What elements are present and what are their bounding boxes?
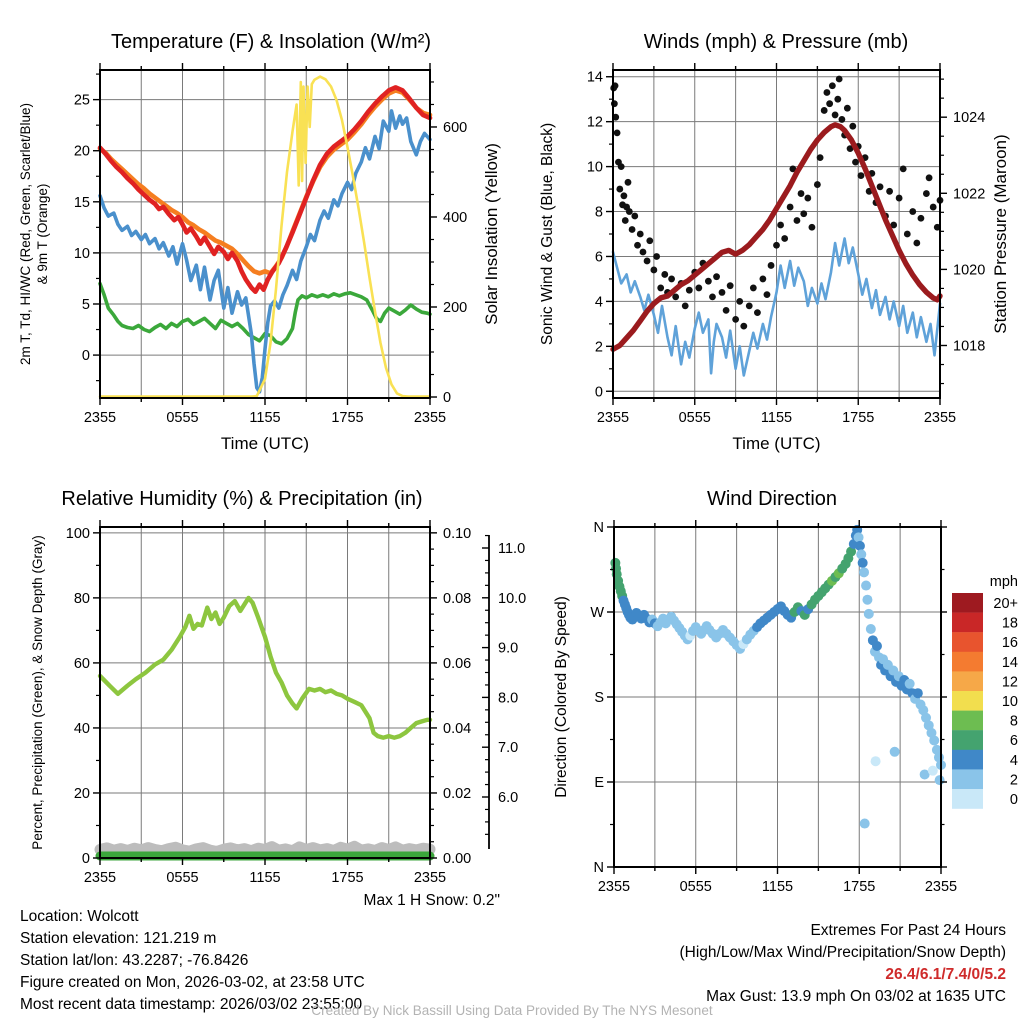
gust-dot: [637, 231, 644, 238]
y-tick-label: 4: [594, 294, 603, 311]
gust-dot: [625, 179, 632, 186]
gust-dot: [713, 273, 720, 280]
gust-dot: [759, 276, 766, 283]
colorbar-label: 10: [1001, 694, 1018, 710]
gust-dot: [777, 222, 784, 229]
gust-dot: [661, 271, 668, 278]
gust-dot: [631, 213, 638, 220]
x-tick-label: 1755: [331, 410, 364, 426]
station-location: Location: Wolcott: [20, 908, 139, 925]
gust-dot: [839, 116, 846, 123]
x-tick-label: 0555: [166, 410, 199, 426]
y-tick-label: 0.10: [443, 525, 472, 542]
gust-dot: [682, 302, 689, 309]
y-tick-label: 20: [73, 143, 90, 160]
x-tick-label: 1155: [761, 879, 794, 895]
series-wind-direction: [610, 525, 946, 829]
gust-dot: [723, 307, 730, 314]
wind-direction-dot: [935, 775, 945, 785]
y-axis-label-right: Solar Insolation (Yellow): [482, 143, 501, 325]
gust-dot: [836, 76, 843, 83]
gust-dot: [918, 215, 925, 222]
y-tick-label: 40: [73, 720, 90, 737]
gust-dot: [626, 208, 633, 215]
y-tick-label: 0.08: [443, 590, 472, 607]
colorbar-swatch: [952, 711, 983, 731]
gust-dot: [750, 285, 757, 292]
y-axis-label-left: & 9m T (Orange): [35, 183, 50, 285]
gust-dot: [740, 323, 747, 330]
wind-direction-dot: [855, 541, 865, 551]
colorbar-label: 4: [1009, 752, 1018, 769]
gust-dot: [809, 224, 816, 231]
x-tick-label: 0555: [678, 410, 711, 426]
figure-created: Figure created on Mon, 2026-03-02, at 23:58 UTC: [20, 974, 365, 991]
chart-rh-precip: [30, 488, 526, 886]
gust-dot: [834, 96, 841, 103]
colorbar-title: mph: [989, 574, 1018, 590]
gust-dot: [829, 82, 836, 89]
y-axis-label-left: Percent, Precipitation (Green), & Snow Depth (Gray): [30, 535, 45, 850]
y-tick-label: N: [593, 520, 604, 536]
chart-temp-insolation: [18, 31, 501, 453]
colorbar-label: 6: [1009, 733, 1018, 750]
y-tick-label: 400: [443, 209, 468, 226]
gust-dot: [913, 240, 920, 247]
colorbar-swatch: [952, 613, 983, 633]
colorbar-label: 18: [1001, 615, 1018, 632]
gust-dot: [646, 237, 653, 244]
y-tick-label: 2: [594, 339, 603, 356]
x-tick-label: 2355: [596, 410, 630, 426]
y-tick-label: 1022: [953, 186, 986, 203]
x-tick-label: 2355: [923, 410, 957, 426]
y-tick-label: 20: [73, 785, 90, 802]
colorbar-label: 12: [1001, 674, 1018, 691]
y-tick-label: 10: [73, 245, 90, 262]
wind-direction-dot: [913, 688, 923, 698]
y-tick-label: 80: [73, 590, 90, 607]
wind-direction-dot: [860, 819, 870, 829]
wind-direction-dot: [859, 567, 869, 577]
extremes-subtitle: (High/Low/Max Wind/Precipitation/Snow Depth): [679, 944, 1006, 961]
gust-dot: [794, 217, 801, 224]
y-tick-label: 200: [443, 299, 468, 316]
credit-line: Created By Nick Bassill Using Data Provided By The NYS Mesonet: [311, 1003, 713, 1018]
snow-axis-label: 6.0: [498, 790, 519, 806]
gust-dot: [877, 183, 884, 190]
y-tick-label: 14: [586, 69, 603, 86]
y-tick-label: 0: [443, 390, 452, 407]
gust-dot: [824, 89, 831, 96]
extremes-block: [680, 920, 1007, 1008]
snow-axis-label: 8.0: [498, 690, 519, 707]
gust-dot: [832, 112, 839, 119]
gust-dot: [787, 204, 794, 211]
gust-dot: [629, 226, 636, 233]
wind-direction-dot: [929, 735, 939, 745]
colorbar-swatch: [952, 593, 983, 613]
y-tick-label: 5: [81, 296, 90, 313]
gust-dot: [886, 188, 893, 195]
y-axis-label-left: Sonic Wind & Gust (Blue, Black): [539, 122, 556, 346]
gust-dot: [754, 309, 761, 316]
y-tick-label: 10: [586, 159, 603, 176]
wind-direction-dot: [866, 624, 876, 634]
gust-dot: [844, 105, 851, 112]
gust-dot: [821, 107, 828, 114]
y-tick-label: 12: [586, 114, 603, 131]
chart-winds-pressure: [539, 31, 1010, 453]
x-tick-label: 2355: [83, 410, 117, 426]
gust-dot: [650, 267, 657, 274]
gust-dot: [732, 316, 739, 323]
gust-dot: [616, 186, 623, 193]
x-tick-label: 1755: [842, 410, 875, 426]
x-tick-label: 1155: [249, 410, 281, 426]
gust-dot: [781, 235, 788, 242]
gust-dot: [804, 195, 811, 202]
x-tick-label: 2355: [924, 879, 958, 895]
gust-dot: [727, 282, 734, 289]
wind-direction-dot: [905, 679, 915, 689]
series-snow-depth: [100, 846, 430, 851]
gust-dot: [858, 172, 865, 179]
gust-dot: [668, 276, 675, 283]
x-tick-label: 2355: [413, 870, 447, 886]
colorbar-swatch: [952, 769, 983, 789]
y-tick-label: 0: [594, 384, 603, 401]
wind-direction-dot: [856, 549, 866, 559]
gust-dot: [657, 285, 664, 292]
gust-dot: [923, 190, 930, 197]
wind-direction-dot: [858, 558, 868, 568]
x-tick-label: 1155: [760, 410, 793, 426]
wind-direction-dot: [854, 532, 864, 542]
gust-dot: [705, 278, 712, 285]
gust-dot: [618, 163, 625, 170]
gust-dot: [764, 291, 771, 298]
snow-axis-label: 7.0: [498, 740, 519, 757]
gust-dot: [849, 123, 856, 130]
x-tick-label: 1755: [843, 879, 876, 895]
y-tick-label: 15: [73, 194, 90, 211]
y-tick-label: 0.02: [443, 785, 472, 802]
gust-dot: [644, 258, 651, 265]
gust-dot: [746, 302, 753, 309]
colorbar-swatch: [952, 730, 983, 750]
colorbar-label: 20+: [993, 596, 1018, 612]
y-tick-label: 8: [594, 204, 603, 221]
x-tick-label: 0555: [679, 879, 712, 895]
y-tick-label: 0: [81, 851, 90, 867]
y-tick-label: 0.00: [443, 851, 472, 867]
colorbar-label: 2: [1009, 772, 1018, 789]
data-timestamp: Most recent data timestamp: 2026/03/02 23:55:00: [20, 996, 363, 1013]
wind-direction-dot: [862, 595, 872, 605]
y-tick-label: 1020: [953, 262, 986, 279]
gust-dot: [909, 208, 916, 215]
colorbar-swatch: [952, 789, 983, 809]
colorbar-label: 0: [1009, 792, 1018, 808]
y-tick-label: 60: [73, 655, 90, 672]
gust-dot: [930, 204, 937, 211]
chart-title-rh-precip: Relative Humidity (%) & Precipitation (in): [61, 488, 423, 510]
y-tick-label: 1024: [953, 110, 986, 127]
colorbar-label: 8: [1009, 713, 1018, 730]
gust-dot: [614, 130, 621, 137]
gust-dot: [768, 262, 775, 269]
colorbar-swatch: [952, 691, 983, 711]
gust-dot: [814, 181, 821, 188]
station-info: [20, 906, 365, 1016]
y-tick-label: 6: [594, 249, 603, 266]
x-tick-label: 1755: [331, 870, 364, 886]
gust-dot: [826, 100, 833, 107]
wind-direction-dot: [928, 766, 938, 776]
gust-dot: [686, 287, 693, 294]
extremes-values: 26.4/6.1/7.4/0/5.2: [885, 966, 1006, 983]
y-axis-label-left: Direction (Colored By Speed): [553, 596, 570, 798]
wind-direction-dot: [890, 747, 900, 757]
max-snow-annotation: Max 1 H Snow: 0.2": [363, 892, 500, 909]
snow-axis-label: 9.0: [498, 640, 519, 657]
gust-dot: [904, 231, 911, 238]
speed-colorbar: [952, 574, 1018, 809]
gust-dot: [622, 217, 629, 224]
y-tick-label: 600: [443, 119, 468, 136]
gust-dot: [896, 195, 903, 202]
gust-dot: [653, 253, 660, 260]
chart-wind-direction: [553, 488, 1018, 895]
y-tick-label: 0.04: [443, 720, 472, 737]
gust-dot: [611, 100, 618, 107]
extremes-title: Extremes For Past 24 Hours: [810, 922, 1006, 939]
y-tick-label: 0: [81, 348, 90, 365]
x-tick-label: 0555: [166, 870, 199, 886]
gust-dot: [719, 289, 726, 296]
snow-axis-label: 10.0: [498, 590, 527, 607]
chart-title-temp-insolation: Temperature (F) & Insolation (W/m²): [110, 31, 432, 53]
colorbar-swatch: [952, 750, 983, 770]
chart-title-winds-pressure: Winds (mph) & Pressure (mb): [643, 31, 909, 53]
gust-dot: [695, 285, 702, 292]
wind-direction-dot: [871, 756, 881, 766]
gust-dot: [736, 298, 743, 305]
gust-dot: [621, 192, 628, 199]
y-tick-label: W: [590, 605, 604, 621]
y-tick-label: N: [593, 860, 604, 876]
gust-dot: [900, 165, 907, 172]
y-tick-label: S: [594, 690, 604, 706]
gust-dot: [773, 242, 780, 249]
gust-dot: [640, 249, 647, 256]
y-tick-label: 25: [73, 92, 90, 109]
colorbar-swatch: [952, 652, 983, 672]
station-latlon: Station lat/lon: 43.2287; -76.8426: [20, 952, 249, 969]
gust-dot: [709, 294, 716, 301]
chart-title-wind-direction: Wind Direction: [706, 488, 838, 510]
x-tick-label: 2355: [83, 870, 117, 886]
x-tick-label: 2355: [413, 410, 447, 426]
wind-direction-dot: [861, 581, 871, 591]
station-elevation: Station elevation: 121.219 m: [20, 930, 217, 947]
y-axis-label-right: Station Pressure (Maroon): [991, 134, 1010, 334]
wind-direction-dot: [872, 641, 882, 651]
x-axis-label: Time (UTC): [732, 434, 821, 453]
colorbar-label: 16: [1001, 635, 1018, 652]
colorbar-label: 14: [1001, 654, 1018, 671]
gust-dot: [798, 190, 805, 197]
y-tick-label: E: [594, 775, 604, 791]
y-axis-label-left: 2m T, Td, HI/WC (Red, Green, Scarlet/Blue): [18, 102, 33, 366]
x-axis-label: Time (UTC): [220, 434, 310, 453]
snow-depth-axis: [482, 535, 526, 849]
gust-dot: [800, 210, 807, 217]
y-tick-label: 1018: [953, 338, 986, 355]
gust-dot: [817, 154, 824, 161]
colorbar-swatch: [952, 671, 983, 691]
gust-dot: [634, 242, 641, 249]
colorbar-swatch: [952, 632, 983, 652]
wind-direction-dot: [864, 609, 874, 619]
gust-dot: [926, 174, 933, 181]
x-tick-label: 2355: [597, 879, 631, 895]
snow-axis-label: 11.0: [498, 541, 526, 557]
gust-dot: [852, 159, 859, 166]
x-tick-label: 1155: [249, 870, 281, 886]
max-gust: Max Gust: 13.9 mph On 03/02 at 1635 UTC: [706, 988, 1006, 1005]
y-tick-label: 0.06: [443, 655, 472, 672]
y-tick-label: 100: [65, 525, 90, 542]
